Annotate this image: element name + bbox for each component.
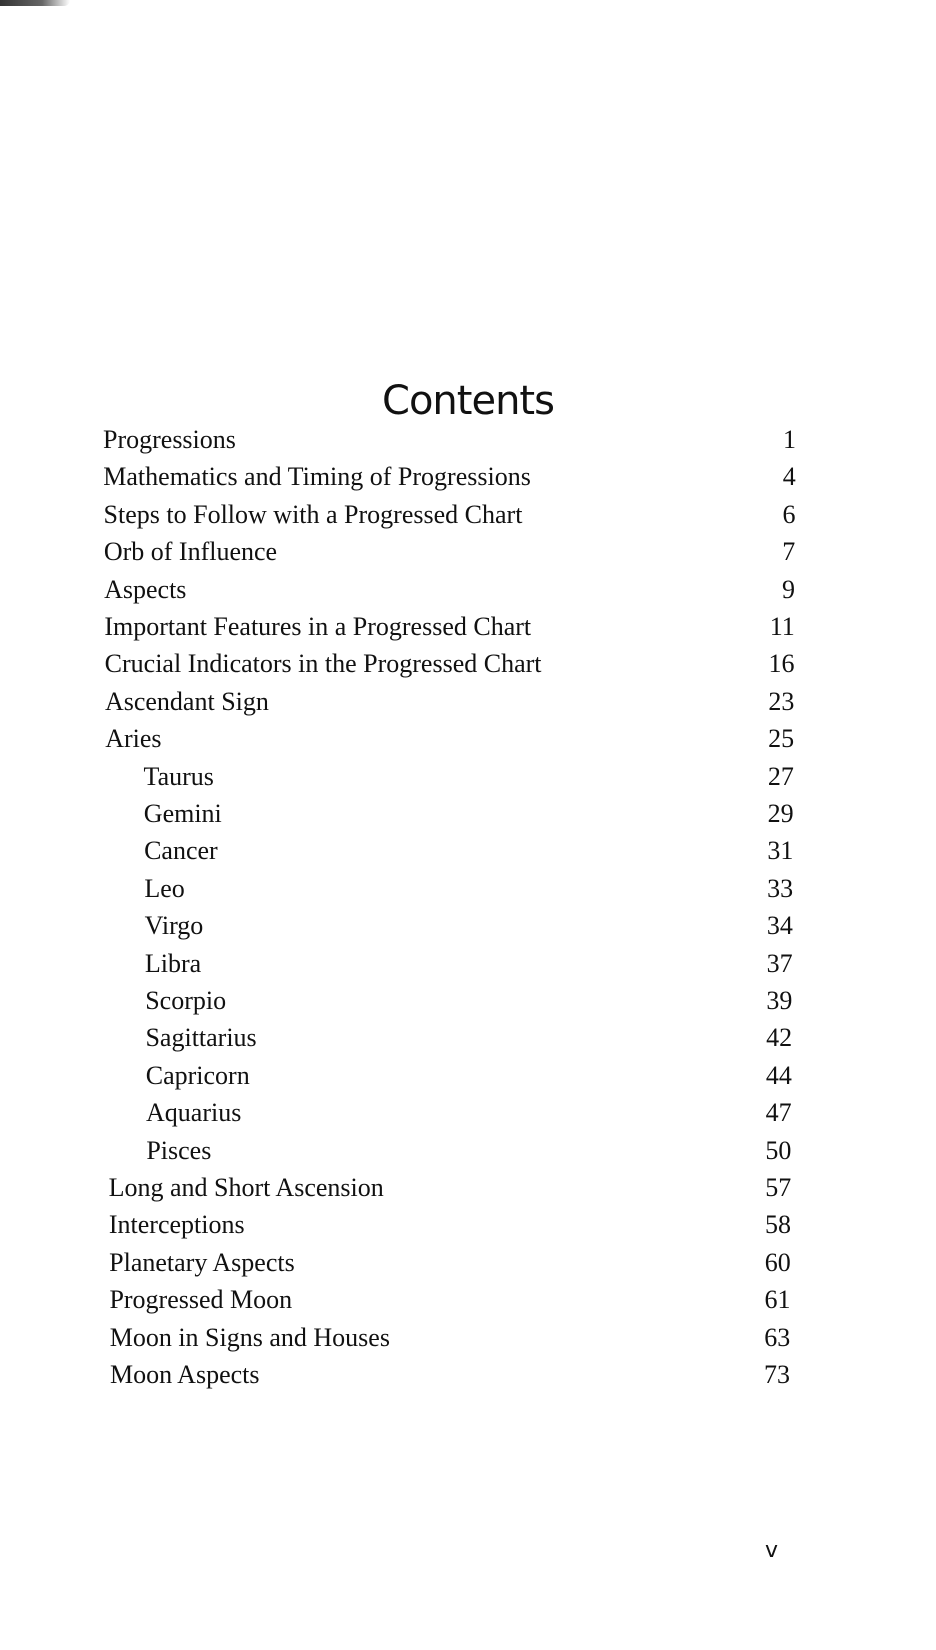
toc-entry-label: Pisces [146,1135,212,1165]
toc-entry-page: 25 [768,724,795,754]
toc-entry [110,1323,791,1361]
toc-entry-label: Gemini [143,799,222,828]
toc-entry [146,1061,792,1099]
page-title: Contents [382,378,554,424]
toc-entry-page: 42 [766,1023,793,1053]
toc-entry [146,1136,791,1174]
toc-entry-page: 34 [766,911,793,941]
toc-entry [109,1248,791,1286]
toc-entry-page: 57 [765,1173,792,1202]
toc-entry-page: 27 [767,761,794,791]
toc-entry-label: Leo [144,873,185,903]
toc-entry-label: Progressed Moon [109,1285,293,1315]
toc-entry-label: Moon Aspects [110,1360,260,1389]
toc-entry-page: 23 [768,686,795,716]
toc-entry [145,949,793,987]
toc-entry-page: 60 [764,1247,791,1277]
toc-entry-page: 50 [765,1135,792,1165]
toc-entry [145,1023,792,1061]
toc-entry-page: 11 [769,612,795,641]
toc-entry-page: 1 [783,425,796,454]
toc-entry-page: 29 [767,799,794,828]
toc-entry-page: 73 [764,1360,790,1389]
toc-entry-page: 6 [782,499,796,529]
toc-entry [144,799,794,837]
toc-entry [144,762,794,800]
toc-entry [104,575,795,613]
toc-entry-label: Ascendant Sign [104,686,269,716]
toc-entry [144,836,793,874]
toc-entry-label: Orb of Influence [103,537,278,567]
toc-entry [109,1285,790,1323]
toc-entry [103,425,796,463]
toc-entry [105,724,794,762]
toc-entry [105,649,795,687]
toc-entry-page: 33 [767,873,794,903]
toc-entry-page: 9 [782,574,796,604]
toc-entry [146,1098,792,1136]
toc-entry-page: 37 [766,948,793,978]
toc-entry-page: 4 [782,462,796,492]
toc-entry [145,911,793,949]
toc-entry-page: 58 [764,1210,791,1240]
toc-entry-label: Important Features in a Progressed Chart [104,612,532,641]
toc-entry-label: Capricorn [145,1060,250,1090]
toc-entry [109,1210,791,1248]
toc-entry-page: 16 [768,649,795,679]
toc-entry-label: Steps to Follow with a Progressed Chart [103,499,523,529]
toc-entry-page: 7 [782,537,796,567]
toc-entry-page: 47 [765,1098,792,1128]
toc-entry [104,612,794,650]
toc-entry-page: 31 [767,836,794,866]
toc-entry [110,1360,790,1398]
toc-entry-page: 63 [764,1322,791,1352]
toc-entry-label: Scorpio [145,986,227,1015]
toc-entry [104,537,795,575]
toc-entry-label: Mathematics and Timing of Progressions [103,462,531,492]
toc-entry-label: Progressions [103,425,236,454]
toc-entry-label: Taurus [143,761,214,791]
toc-entry-label: Moon in Signs and Houses [109,1322,390,1352]
toc-entry [109,1173,792,1211]
toc-entry-label: Virgo [144,911,204,941]
toc-entry-page: 39 [766,986,793,1015]
toc-entry-label: Long and Short Ascension [108,1173,384,1202]
toc-entry-label: Aries [105,724,162,754]
toc-entry-label: Cancer [144,836,218,866]
toc-entry-label: Interceptions [108,1210,245,1240]
toc-entry [104,500,796,538]
toc-entry [105,687,794,725]
toc-entry [144,874,793,912]
toc-entry-label: Sagittarius [145,1023,257,1053]
toc-entry-page: 44 [765,1060,792,1090]
toc-entry-label: Crucial Indicators in the Progressed Chart [104,649,542,679]
toc-entry-label: Aspects [104,574,187,604]
toc-entry-page: 61 [764,1285,791,1315]
toc-entry-label: Libra [144,948,202,978]
page-number: v [765,1538,779,1563]
toc-entry-label: Planetary Aspects [109,1247,295,1277]
toc-entry-label: Aquarius [146,1098,242,1128]
toc-entry [145,986,792,1024]
toc-entry [103,462,795,500]
